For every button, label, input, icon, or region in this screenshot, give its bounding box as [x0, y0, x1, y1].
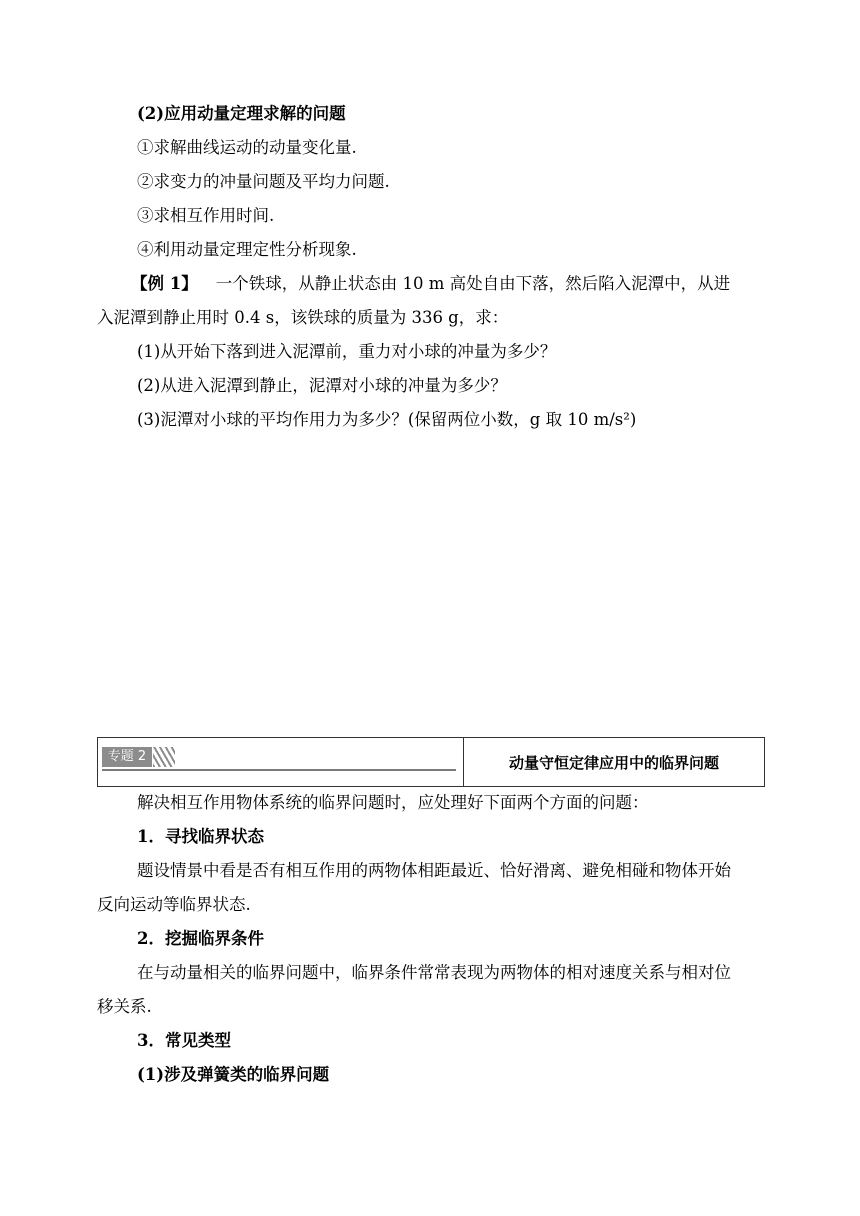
topic-label-cell [98, 738, 464, 786]
paragraph: 移关系. [97, 997, 152, 1016]
topic-header [97, 737, 765, 787]
example-question: (2)从进入泥潭到静止，泥潭对小球的冲量为多少？ [137, 376, 507, 395]
section-heading: 1．寻找临界状态 [137, 827, 264, 846]
list-item: ①求解曲线运动的动量变化量. [137, 138, 357, 157]
list-item: ②求变力的冲量问题及平均力问题. [137, 172, 390, 191]
paragraph: 题设情景中看是否有相互作用的两物体相距最近、恰好滑离、避免相碰和物体开始 [137, 861, 731, 880]
example-question: (3)泥潭对小球的平均作用力为多少？(保留两位小数，g 取 10 m/s²) [137, 410, 637, 429]
list-item: ③求相互作用时间. [137, 206, 275, 225]
section-heading: 2．挖掘临界条件 [137, 929, 264, 948]
paragraph: 反向运动等临界状态. [97, 895, 251, 914]
paragraph: 在与动量相关的临界问题中，临界条件常常表现为两物体的相对速度关系与相对位 [137, 963, 731, 982]
example-question: (1)从开始下落到进入泥潭前，重力对小球的冲量为多少？ [137, 342, 557, 361]
list-item: ④利用动量定理定性分析现象. [137, 240, 357, 259]
sub-heading: (1)涉及弹簧类的临界问题 [137, 1065, 330, 1084]
paragraph: 解决相互作用物体系统的临界问题时，应处理好下面两个方面的问题： [137, 793, 649, 812]
divider [102, 769, 456, 771]
example-line-1 [131, 272, 730, 296]
example-text: 一个铁球，从静止状态由 10 m 高处自由下落，然后陷入泥潭中，从进 [215, 274, 731, 293]
stripes-decoration-icon [153, 747, 175, 767]
example-label: 【例 1】 [131, 274, 198, 293]
section-heading: (2)应用动量定理求解的问题 [137, 104, 346, 123]
topic-tag: 专题 2 [102, 747, 152, 767]
example-line-2: 入泥潭到静止用时 0.4 s，该铁球的质量为 336 g，求： [97, 308, 509, 327]
section-heading: 3．常见类型 [137, 1031, 231, 1050]
topic-title: 动量守恒定律应用中的临界问题 [508, 753, 719, 772]
